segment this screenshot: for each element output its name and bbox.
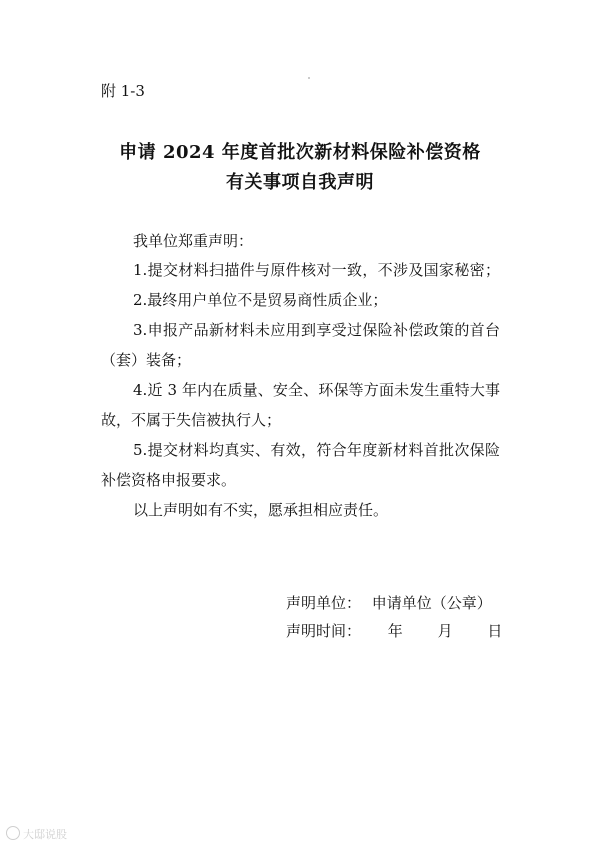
paragraph-item-3-cont: （套）装备； (101, 351, 192, 369)
document-title-line1: 申请 2024 年度首批次新材料保险补偿资格 (119, 142, 481, 163)
signature-time-label: 声明时间： (286, 622, 362, 640)
paragraph-closing: 以上声明如有不实，愿承担相应责任。 (133, 501, 389, 519)
signature-month: 月 (437, 622, 453, 640)
paragraph-item-5: 5.提交材料均真实、有效，符合年度新材料首批次保险 (133, 441, 500, 459)
annex-label: 附 1-3 (101, 82, 145, 100)
signature-year: 年 (387, 622, 403, 640)
watermark (6, 826, 67, 842)
paragraph-item-2: 2.最终用户单位不是贸易商性质企业； (133, 291, 388, 309)
paragraph-intro: 我单位郑重声明： (133, 232, 254, 250)
paragraph-item-4: 4.近 3 年内在质量、安全、环保等方面未发生重特大事 (133, 381, 500, 399)
scan-dot (308, 77, 310, 79)
signature-day: 日 (487, 622, 503, 640)
document-title-line2: 有关事项自我声明 (226, 172, 374, 193)
signature-unit-value: 申请单位（公章） (371, 594, 492, 612)
paragraph-item-3: 3.申报产品新材料未应用到享受过保险补偿政策的首台 (133, 321, 500, 339)
paragraph-item-4-cont: 故，不属于失信被执行人； (101, 411, 282, 429)
signature-unit-row (286, 592, 492, 613)
signature-unit-label: 声明单位： (286, 594, 362, 612)
watermark-text: 大邸说股 (23, 828, 67, 841)
watermark-logo-icon (6, 826, 20, 840)
signature-time-row (286, 620, 502, 641)
paragraph-item-5-cont: 补偿资格申报要求。 (101, 471, 237, 489)
paragraph-item-1: 1.提交材料扫描件与原件核对一致，不涉及国家秘密； (133, 261, 500, 279)
